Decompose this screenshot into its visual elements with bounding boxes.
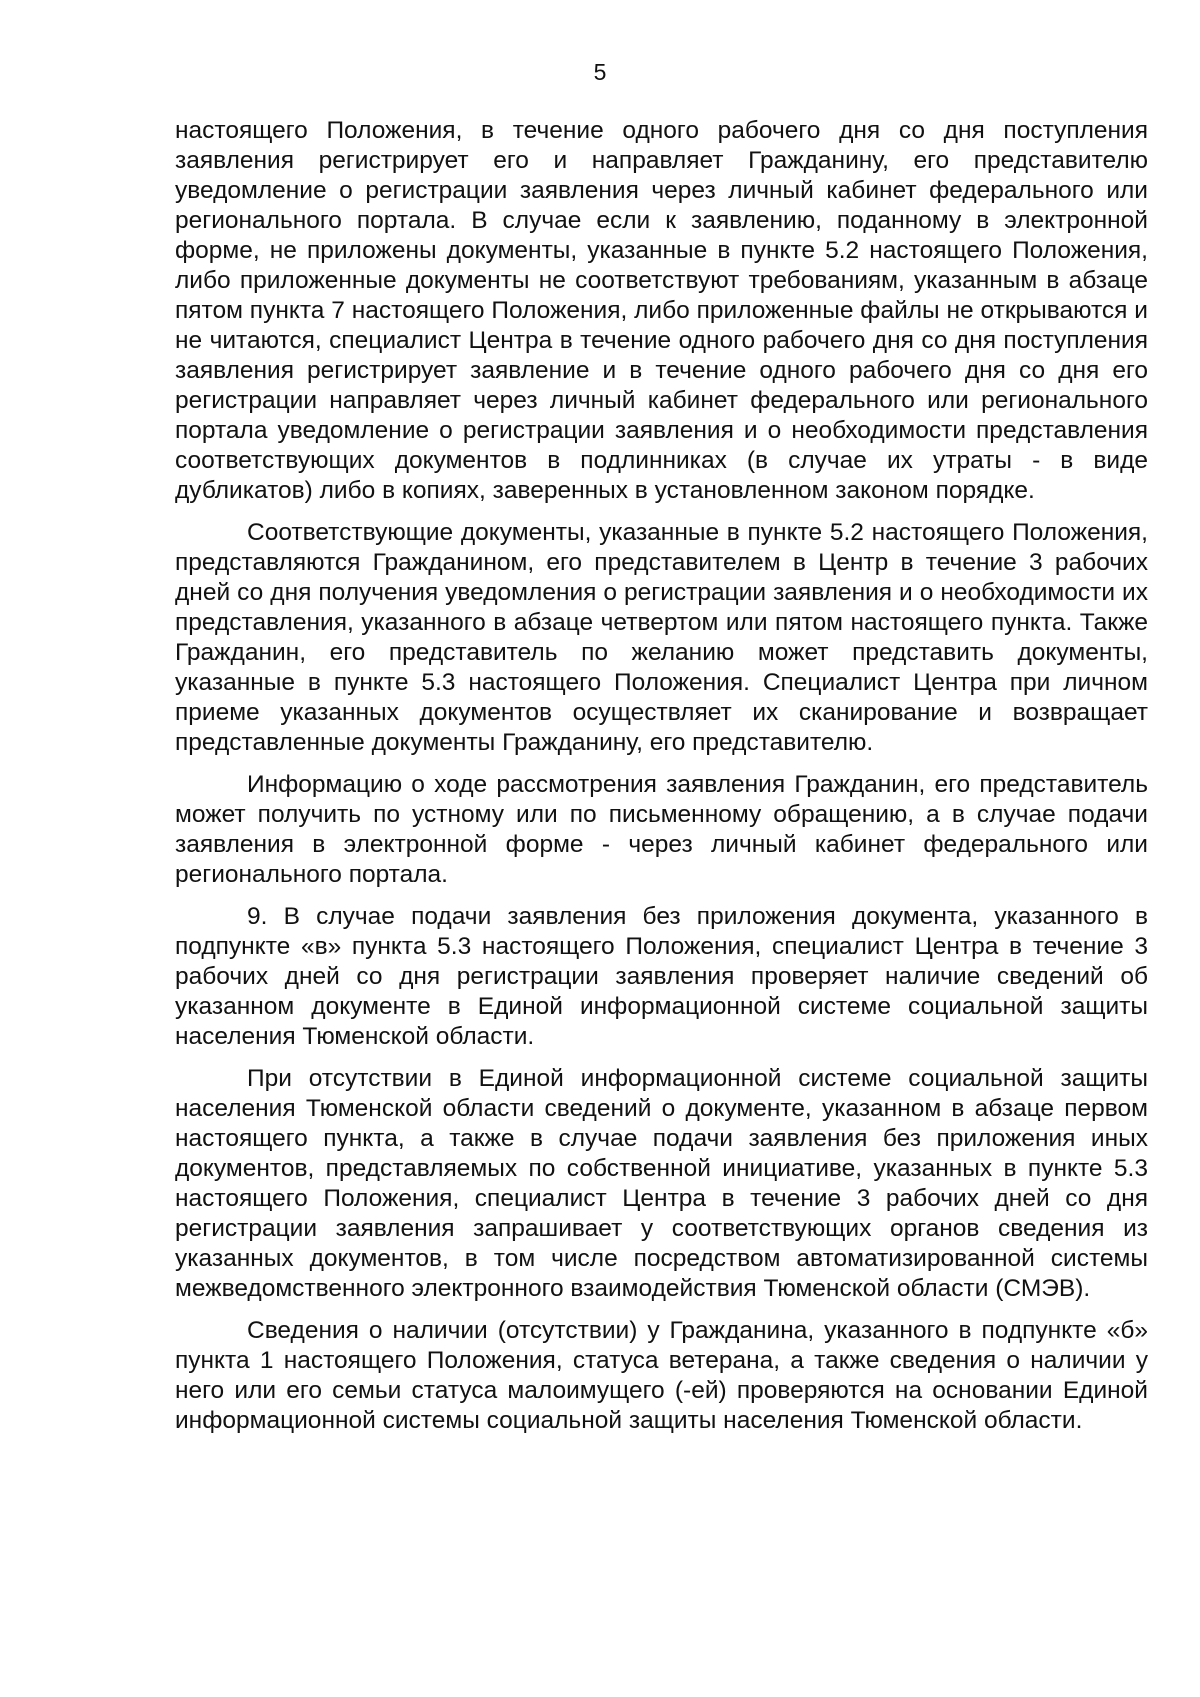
paragraph-continuation: настоящего Положения, в течение одного рабочего дня со дня поступления заявления регистрирует его и направляет Гражданину, его представителю уведомление о регистрации заявления через личный кабинет федерального или регионального портала. В случае если к заявлению, поданному в электронной форме, не приложены документы, указанные в пункте 5.2 настоящего Положения, либо приложенные документы не соответствуют требованиям, указанным в абзаце пятом пункта 7 настоящего Положения, либо приложенные файлы не открываются и не читаются, специалист Центра в течение одного рабочего дня со дня поступления заявления регистрирует заявление и в течение одного рабочего дня со дня его регистрации направляет через личный кабинет федерального или регионального портала уведомление о регистрации заявления и о необходимости представления соответствующих документов в подлинниках (в случае их утраты - в виде дубликатов) либо в копиях, заверенных в установленном законом порядке.: [175, 117, 1148, 504]
document-body: [175, 116, 1148, 1448]
paragraph-documents-submission: Соответствующие документы, указанные в пункте 5.2 настоящего Положения, представляются Гражданином, его представителем в Центр в течение 3 рабочих дней со дня получения уведомления о регистрации заявления и о необходимости их представления, указанного в абзаце четвертом или пятом настоящего пункта. Также Гражданин, его представитель по желанию может представить документы, указанные в пункте 5.3 настоящего Положения. Специалист Центра при личном приеме указанных документов осуществляет их сканирование и возвращает представленные документы Гражданину, его представителю.: [175, 519, 1148, 756]
page-number: 5: [593, 59, 607, 85]
paragraph-status-info: Информацию о ходе рассмотрения заявления Гражданин, его представитель может получить по устному или по письменному обращению, а в случае подачи заявления в электронной форме - через личный кабинет федерального или регионального портала.: [175, 771, 1148, 888]
paragraph-veteran-status: Сведения о наличии (отсутствии) у Гражданина, указанного в подпункте «б» пункта 1 настоящего Положения, статуса ветерана, а также сведения о наличии у него или его семьи статуса малоимущего (-ей) проверяются на основании Единой информационной системы социальной защиты населения Тюменской области.: [175, 1317, 1148, 1434]
paragraph-interagency-request: При отсутствии в Единой информационной системе социальной защиты населения Тюменской области сведений о документе, указанном в абзаце первом настоящего пункта, а также в случае подачи заявления без приложения иных документов, представляемых по собственной инициативе, указанных в пункте 5.3 настоящего Положения, специалист Центра в течение 3 рабочих дней со дня регистрации заявления запрашивает у соответствующих органов сведения из указанных документов, в том числе посредством автоматизированной системы межведомственного электронного взаимодействия Тюменской области (СМЭВ).: [175, 1065, 1148, 1302]
paragraph-item-9: 9. В случае подачи заявления без приложения документа, указанного в подпункте «в» пункта 5.3 настоящего Положения, специалист Центра в течение 3 рабочих дней со дня регистрации заявления проверяет наличие сведений об указанном документе в Единой информационной системе социальной защиты населения Тюменской области.: [175, 903, 1148, 1050]
